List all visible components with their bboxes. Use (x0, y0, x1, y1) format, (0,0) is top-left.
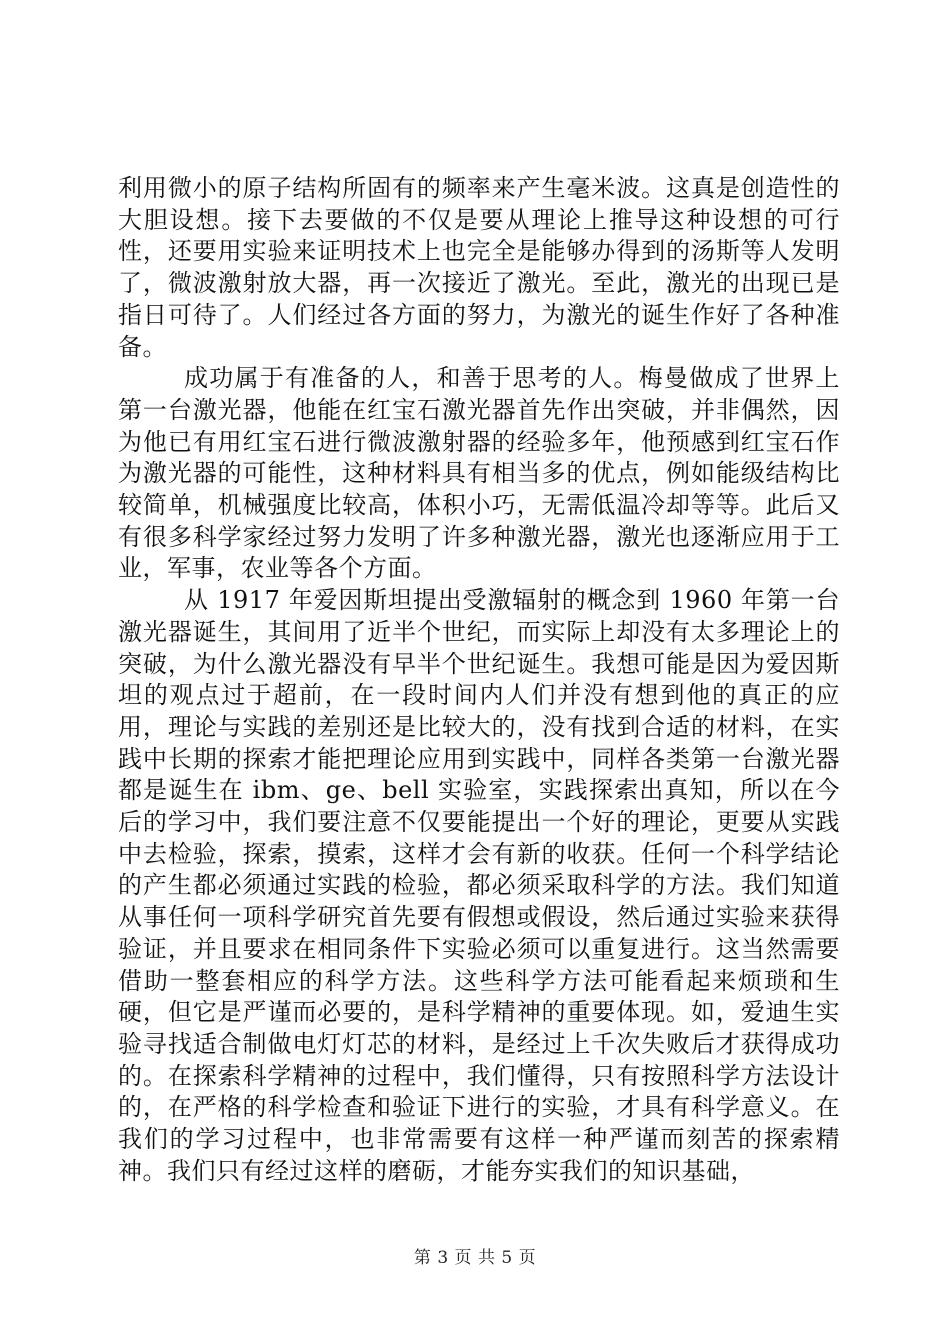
page-footer: 第 3 页 共 5 页 (413, 1248, 537, 1268)
paragraph-1: 利用微小的原子结构所固有的频率来产生毫米波。这真是创造性的大胆设想。接下去要做的不仅是要从理论上推导这种设想的可行性，还要用实验来证明技术上也完全是能够办得到的汤斯等人发明了，微波激射放大器，再一次接近了激光。至此，激光的出现已是指日可待了。人们经过各方面的努力，为激光的诞生作好了各种准备。 (118, 174, 840, 361)
paragraph-2: 成功属于有准备的人，和善于思考的人。梅曼做成了世界上第一台激光器，他能在红宝石激光器首先作出突破，并非偶然，因为他已有用红宝石进行微波激射器的经验多年，他预感到红宝石作为激光器的可能性，这种材料具有相当多的优点，例如能级结构比较简单，机械强度比较高，体积小巧，无需低温冷却等等。此后又有很多科学家经过努力发明了许多种激光器，激光也逐渐应用于工业，军事，农业等各个方面。 (118, 364, 840, 583)
paragraph-3: 从 1917 年爱因斯坦提出受激辐射的概念到 1960 年第一台激光器诞生，其间用了近半个世纪，而实际上却没有太多理论上的突破，为什么激光器没有早半个世纪诞生。我想可能是因为爱因斯坦的观点过于超前，在一段时间内人们并没有想到他的真正的应用，理论与实践的差别还是比较大的，没有找到合适的材料，在实践中长期的探索才能把理论应用到实践中，同样各类第一台激光器都是诞生在 ibm、ge、bell 实验室，实践探索出真知，所以在今后的学习中，我们要注意不仅要能提出一个好的理论，更要从实践中去检验，探索，摸索，这样才会有新的收获。任何一个科学结论的产生都必须通过实践的检验，都必须采取科学的方法。我们知道从事任何一项科学研究首先要有假想或假设，然后通过实验来获得验证，并且要求在相同条件下实验必须可以重复进行。这当然需要借助一整套相应的科学方法。这些科学方法可能看起来烦琐和生硬，但它是严谨而必要的，是科学精神的重要体现。如，爱迪生实验寻找适合制做电灯灯芯的材料，是经过上千次失败后才获得成功的。在探索科学精神的过程中，我们懂得，只有按照科学方法设计的，在严格的科学检查和验证下进行的实验，才具有科学意义。在我们的学习过程中，也非常需要有这样一种严谨而刻苦的探索精神。我们只有经过这样的磨砺，才能夯实我们的知识基础， (118, 586, 840, 1185)
body-text (118, 173, 840, 1188)
